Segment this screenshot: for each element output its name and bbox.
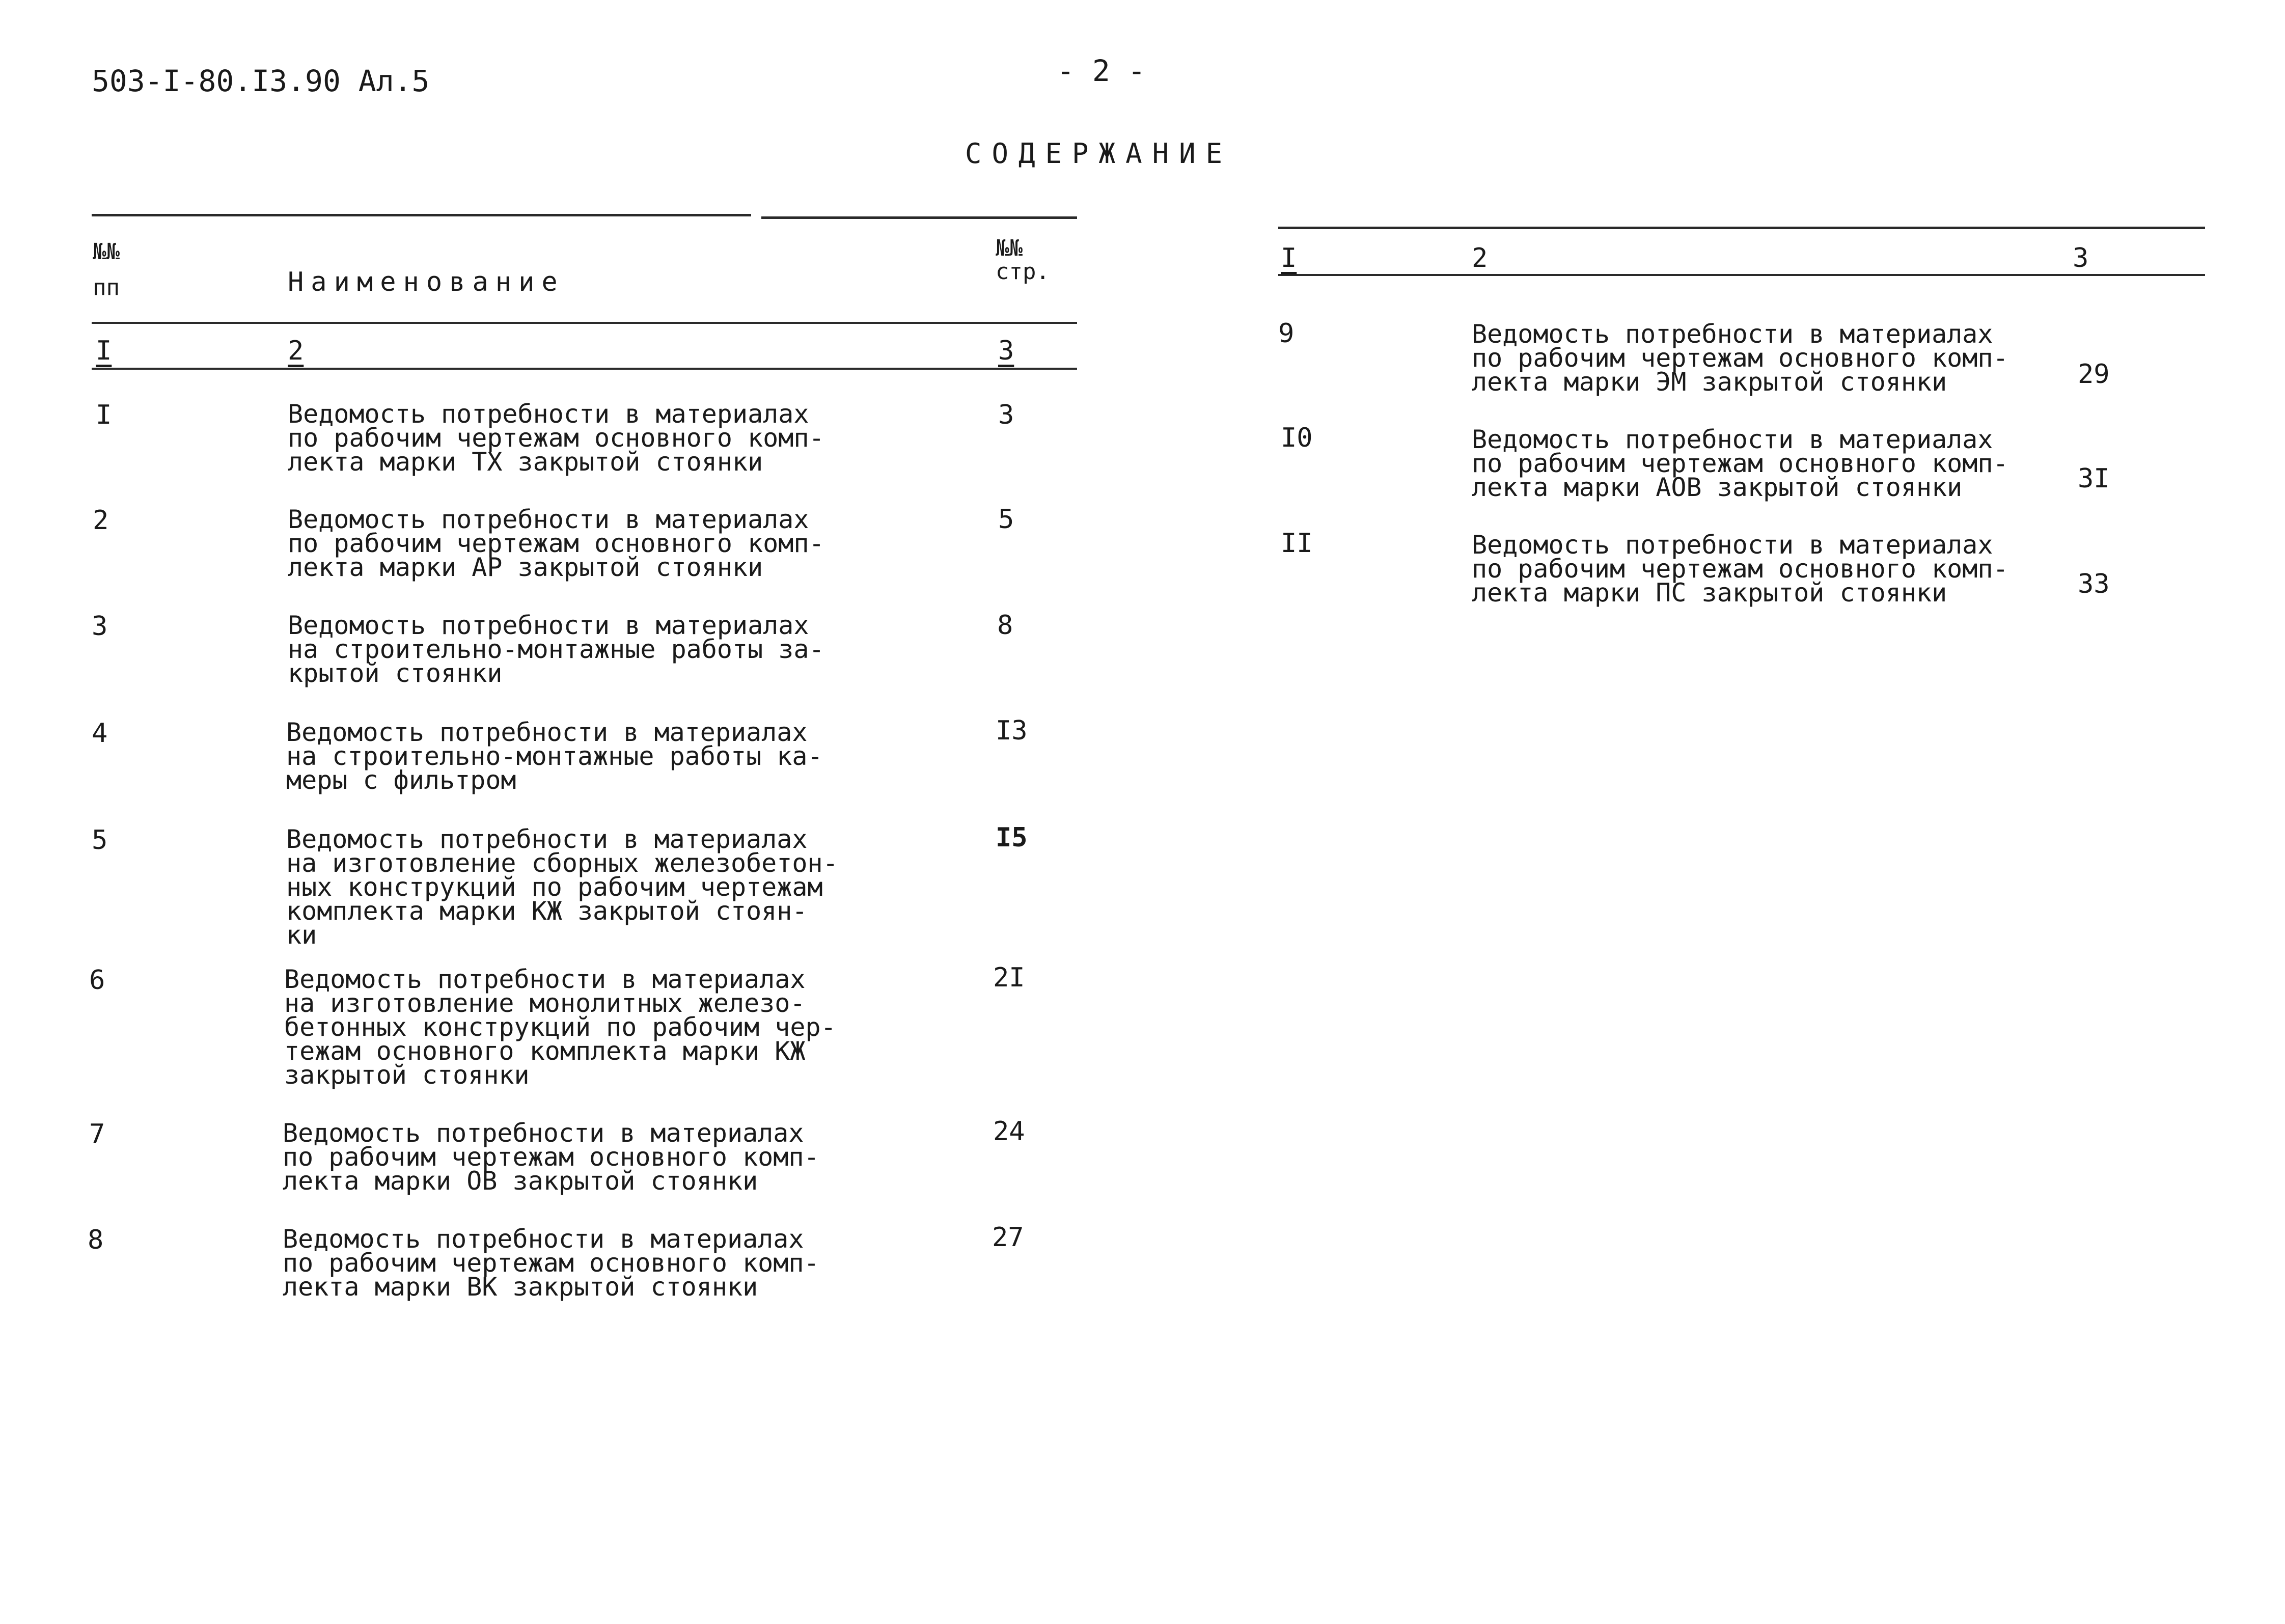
column-index-number: I: [96, 336, 112, 366]
row-3-number: 3: [92, 611, 108, 642]
row-11-page: 33: [2078, 569, 2110, 599]
row-5-name: Ведомость потребности в материалах на изготовление сборных железобетон- ных конструкций по рабочим чертежам комплекта марки КЖ закрытой стоян- ки: [286, 824, 838, 950]
row-8-number: 8: [88, 1225, 104, 1255]
row-11-number: II: [1281, 528, 1313, 559]
row-4-name: Ведомость потребности в материалах на строительно-монтажные работы ка- меры с фильтром: [286, 718, 823, 795]
row-3-page: 8: [997, 610, 1013, 641]
row-2-name: Ведомость потребности в материалах по рабочим чертежам основного комп- лекта марки АР закрытой стоянки: [288, 505, 824, 582]
page-title: СОДЕРЖАНИЕ: [965, 137, 1233, 170]
left-table-top-rule-right: [761, 216, 1077, 219]
right-column-index-name: 2: [1472, 243, 1488, 273]
row-10-page: 3I: [2078, 463, 2110, 494]
document-code: 503-I-80.I3.90 Ал.5: [92, 64, 430, 98]
left-header-rule: [92, 322, 1077, 324]
row-7-number: 7: [89, 1119, 105, 1149]
page-number: - 2 -: [1057, 53, 1146, 88]
row-2-page: 5: [998, 504, 1014, 535]
row-5-number: 5: [92, 825, 108, 856]
right-index-rule: [1278, 274, 2205, 276]
row-2-number: 2: [93, 505, 109, 536]
row-9-page: 29: [2078, 359, 2110, 390]
column-header-page: №№ стр.: [996, 235, 1050, 285]
row-5-page: I5: [996, 822, 1028, 853]
row-6-page: 2I: [993, 962, 1025, 993]
row-1-number: I: [96, 400, 112, 430]
row-8-page: 27: [992, 1222, 1024, 1253]
column-index-name: 2: [288, 336, 304, 366]
row-11-name: Ведомость потребности в материалах по рабочим чертежам основного комп- лекта марки ПС закрытой стоянки: [1472, 530, 2008, 608]
column-header-name: Наименование: [288, 267, 565, 297]
right-table-top-rule: [1278, 227, 2205, 229]
row-9-number: 9: [1278, 318, 1295, 349]
row-10-name: Ведомость потребности в материалах по рабочим чертежам основного комп- лекта марки АОВ закрытой стоянки: [1472, 425, 2008, 502]
left-table-top-rule: [92, 214, 751, 216]
row-6-name: Ведомость потребности в материалах на изготовление монолитных железо- бетонных конструкций по рабочим чер- тежам основного комплекта марки КЖ закрытой стоянки: [284, 965, 836, 1090]
column-index-page: 3: [998, 336, 1014, 366]
row-1-name: Ведомость потребности в материалах по рабочим чертежам основного комп- лекта марки ТХ закрытой стоянки: [288, 399, 824, 477]
right-column-index-page: 3: [2073, 243, 2089, 273]
row-7-name: Ведомость потребности в материалах по рабочим чертежам основного комп- лекта марки ОВ закрытой стоянки: [283, 1118, 819, 1196]
right-column-index-number: I: [1281, 243, 1297, 273]
row-1-page: 3: [998, 400, 1014, 430]
row-4-number: 4: [92, 718, 108, 749]
left-index-rule: [92, 368, 1077, 370]
row-9-name: Ведомость потребности в материалах по рабочим чертежам основного комп- лекта марки ЭМ закрытой стоянки: [1472, 319, 2008, 397]
row-3-name: Ведомость потребности в материалах на строительно-монтажные работы за- крытой стоянки: [288, 611, 824, 688]
row-10-number: I0: [1281, 423, 1313, 453]
row-8-name: Ведомость потребности в материалах по рабочим чертежам основного комп- лекта марки ВК закрытой стоянки: [283, 1224, 819, 1302]
row-6-number: 6: [89, 965, 105, 996]
row-7-page: 24: [993, 1116, 1025, 1147]
row-4-page: I3: [996, 715, 1028, 746]
column-header-number: №№ пп: [93, 239, 120, 300]
